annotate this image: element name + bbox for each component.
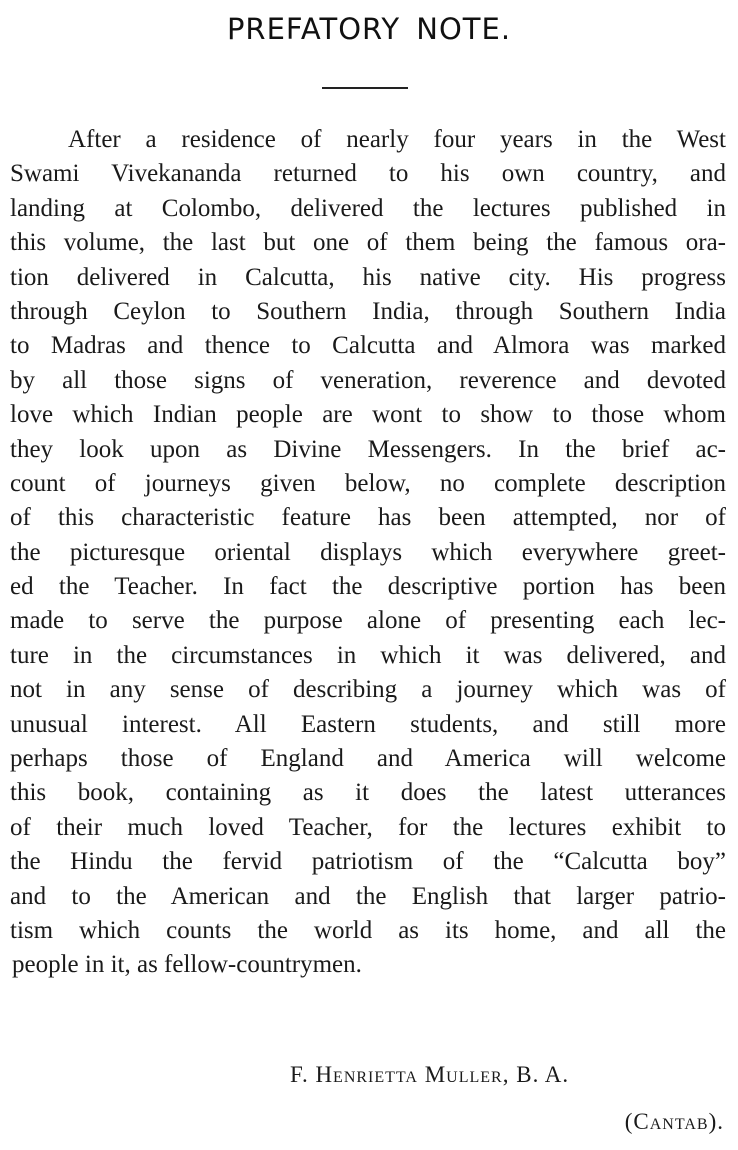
title-divider bbox=[322, 87, 408, 89]
paragraph-line: Swami Vivekananda returned to his own country, and bbox=[10, 160, 726, 188]
paragraph-line: tism which counts the world as its home, and all the bbox=[10, 916, 726, 944]
paragraph-line: of this characteristic feature has been attempted, nor of bbox=[10, 504, 726, 532]
paragraph-line: love which Indian people are wont to show to those whom bbox=[10, 401, 726, 429]
paragraph-line: they look upon as Divine Messengers. In the brief ac- bbox=[10, 435, 726, 463]
paragraph-line: tion delivered in Calcutta, his native city. His progress bbox=[10, 263, 726, 291]
paragraph-line: this book, containing as it does the latest utterances bbox=[10, 779, 726, 807]
author-signature: F. Henrietta Muller, B. A. bbox=[290, 1062, 570, 1087]
page-title: PREFATORY NOTE. bbox=[226, 12, 512, 46]
paragraph-line: this volume, the last but one of them being the famous ora- bbox=[10, 229, 726, 257]
paragraph-line: people in it, as fellow-countrymen. bbox=[12, 951, 362, 979]
paragraph-line: landing at Colombo, delivered the lectures published in bbox=[10, 194, 726, 222]
paragraph-line: by all those signs of veneration, reverence and devoted bbox=[10, 366, 726, 394]
author-affiliation: (Cantab). bbox=[624, 1109, 724, 1134]
paragraph-line: and to the American and the English that larger patrio- bbox=[10, 882, 726, 910]
prefatory-paragraph bbox=[10, 123, 726, 983]
paragraph-line: of their much loved Teacher, for the lectures exhibit to bbox=[10, 813, 726, 841]
paragraph-line: After a residence of nearly four years in the West bbox=[68, 126, 726, 153]
paragraph-line: ture in the circumstances in which it was delivered, and bbox=[10, 641, 726, 669]
paragraph-line: through Ceylon to Southern India, through Southern India bbox=[10, 297, 726, 325]
paragraph-line: unusual interest. All Eastern students, and still more bbox=[10, 710, 726, 738]
paragraph-line: the picturesque oriental displays which everywhere greet- bbox=[10, 538, 726, 566]
paragraph-line: perhaps those of England and America will welcome bbox=[10, 745, 726, 773]
paragraph-line: count of journeys given below, no complete description bbox=[10, 469, 726, 497]
paragraph-line: made to serve the purpose alone of presenting each lec- bbox=[10, 607, 726, 635]
paragraph-line: ed the Teacher. In fact the descriptive portion has been bbox=[10, 573, 726, 601]
paragraph-line: the Hindu the fervid patriotism of the “Calcutta boy” bbox=[10, 848, 726, 876]
paragraph-line: to Madras and thence to Calcutta and Almora was marked bbox=[10, 332, 726, 360]
paragraph-line: not in any sense of describing a journey which was of bbox=[10, 676, 726, 704]
